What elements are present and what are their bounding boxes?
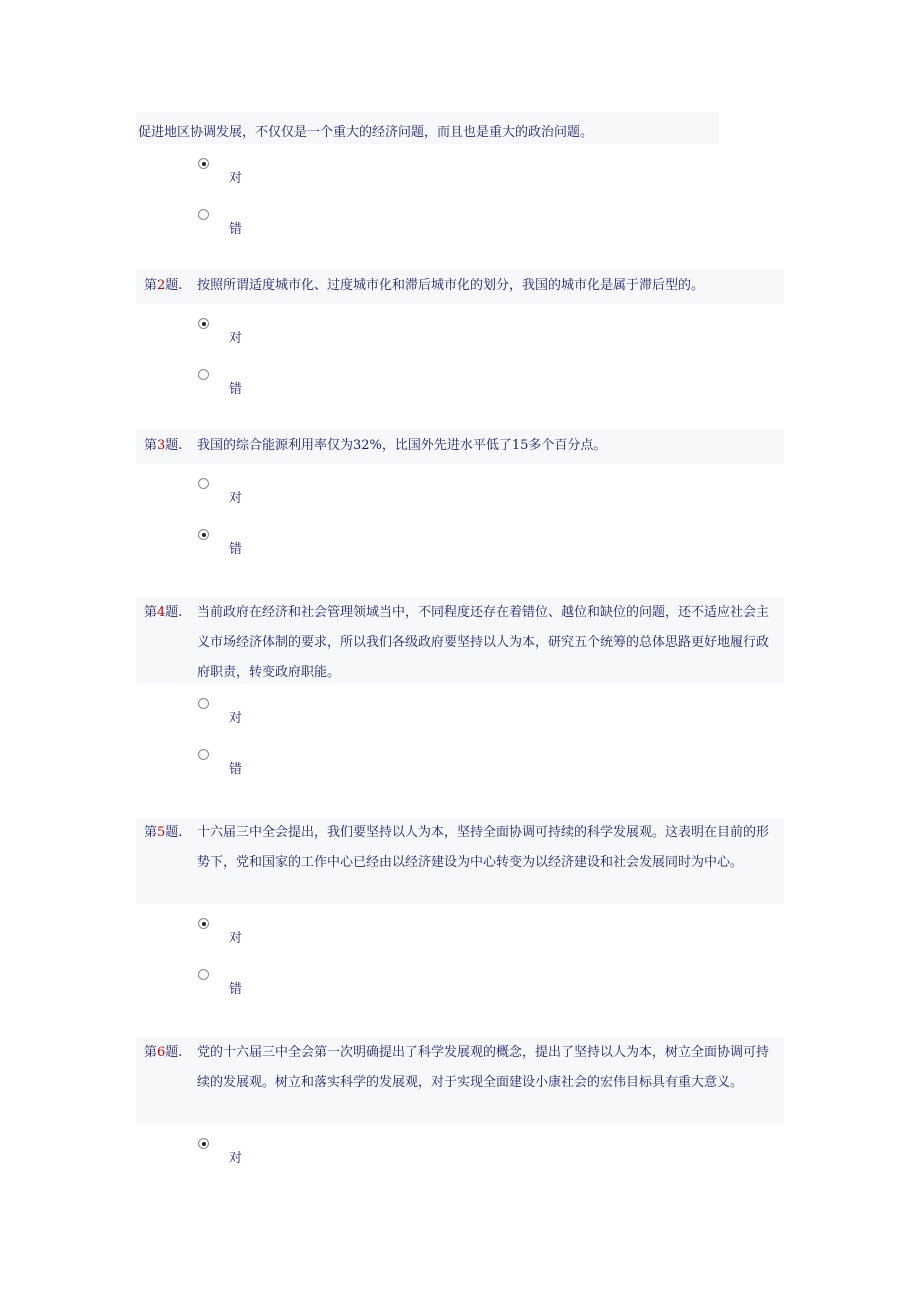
question-number: 第6题. [144,1045,183,1060]
option-label: 对 [229,171,243,186]
option-label: 对 [229,491,243,506]
question-number: 第2题. [144,278,183,293]
option-label: 对 [229,711,243,726]
radio-unchecked-icon[interactable] [198,698,209,709]
option-label: 错 [229,982,243,997]
option-label: 错 [229,382,243,397]
radio-unchecked-icon[interactable] [198,478,209,489]
option-label: 对 [229,1151,243,1166]
radio-unchecked-icon[interactable] [198,369,209,380]
question-1 [136,112,719,144]
option-label: 对 [229,931,243,946]
radio-checked-icon[interactable] [198,1138,209,1149]
option-label: 错 [229,762,243,777]
question-3 [136,430,784,464]
radio-checked-icon[interactable] [198,318,209,329]
radio-checked-icon[interactable] [198,529,209,540]
question-5 [136,818,784,904]
question-text: 按照所谓适度城市化、过度城市化和滞后城市化的划分，我国的城市化是属于滞后型的。 [197,278,705,293]
radio-unchecked-icon[interactable] [198,749,209,760]
question-text: 我国的综合能源利用率仅为32%，比国外先进水平低了15多个百分点。 [197,438,607,453]
question-4 [136,598,784,684]
option-label: 错 [229,542,243,557]
question-text: 十六届三中全会提出，我们要坚持以人为本，坚持全面协调可持续的科学发展观。这表明在目前的形势下，党和国家的工作中心已经由以经济建设为中心转变为以经济建设和社会发展同时为中心。 [197,825,770,870]
option-label: 对 [229,331,243,346]
question-text: 当前政府在经济和社会管理领域当中，不同程度还存在着错位、越位和缺位的问题，还不适应社会主义市场经济体制的要求，所以我们各级政府要坚持以人为本，研究五个统筹的总体思路更好地履行政府职责，转变政府职能。 [197,605,770,680]
radio-unchecked-icon[interactable] [198,209,209,220]
radio-checked-icon[interactable] [198,918,209,929]
question-2 [136,270,784,304]
question-6 [136,1038,784,1124]
question-number: 第3题. [144,438,183,453]
radio-unchecked-icon[interactable] [198,969,209,980]
question-number: 第4题. [144,605,183,620]
option-label: 错 [229,222,243,237]
question-text: 促进地区协调发展，不仅仅是一个重大的经济问题，而且也是重大的政治问题。 [138,125,594,140]
question-text: 党的十六届三中全会第一次明确提出了科学发展观的概念，提出了坚持以人为本，树立全面协调可持续的发展观。树立和落实科学的发展观，对于实现全面建设小康社会的宏伟目标具有重大意义。 [197,1045,770,1090]
radio-checked-icon[interactable] [198,158,209,169]
question-number: 第5题. [144,825,183,840]
